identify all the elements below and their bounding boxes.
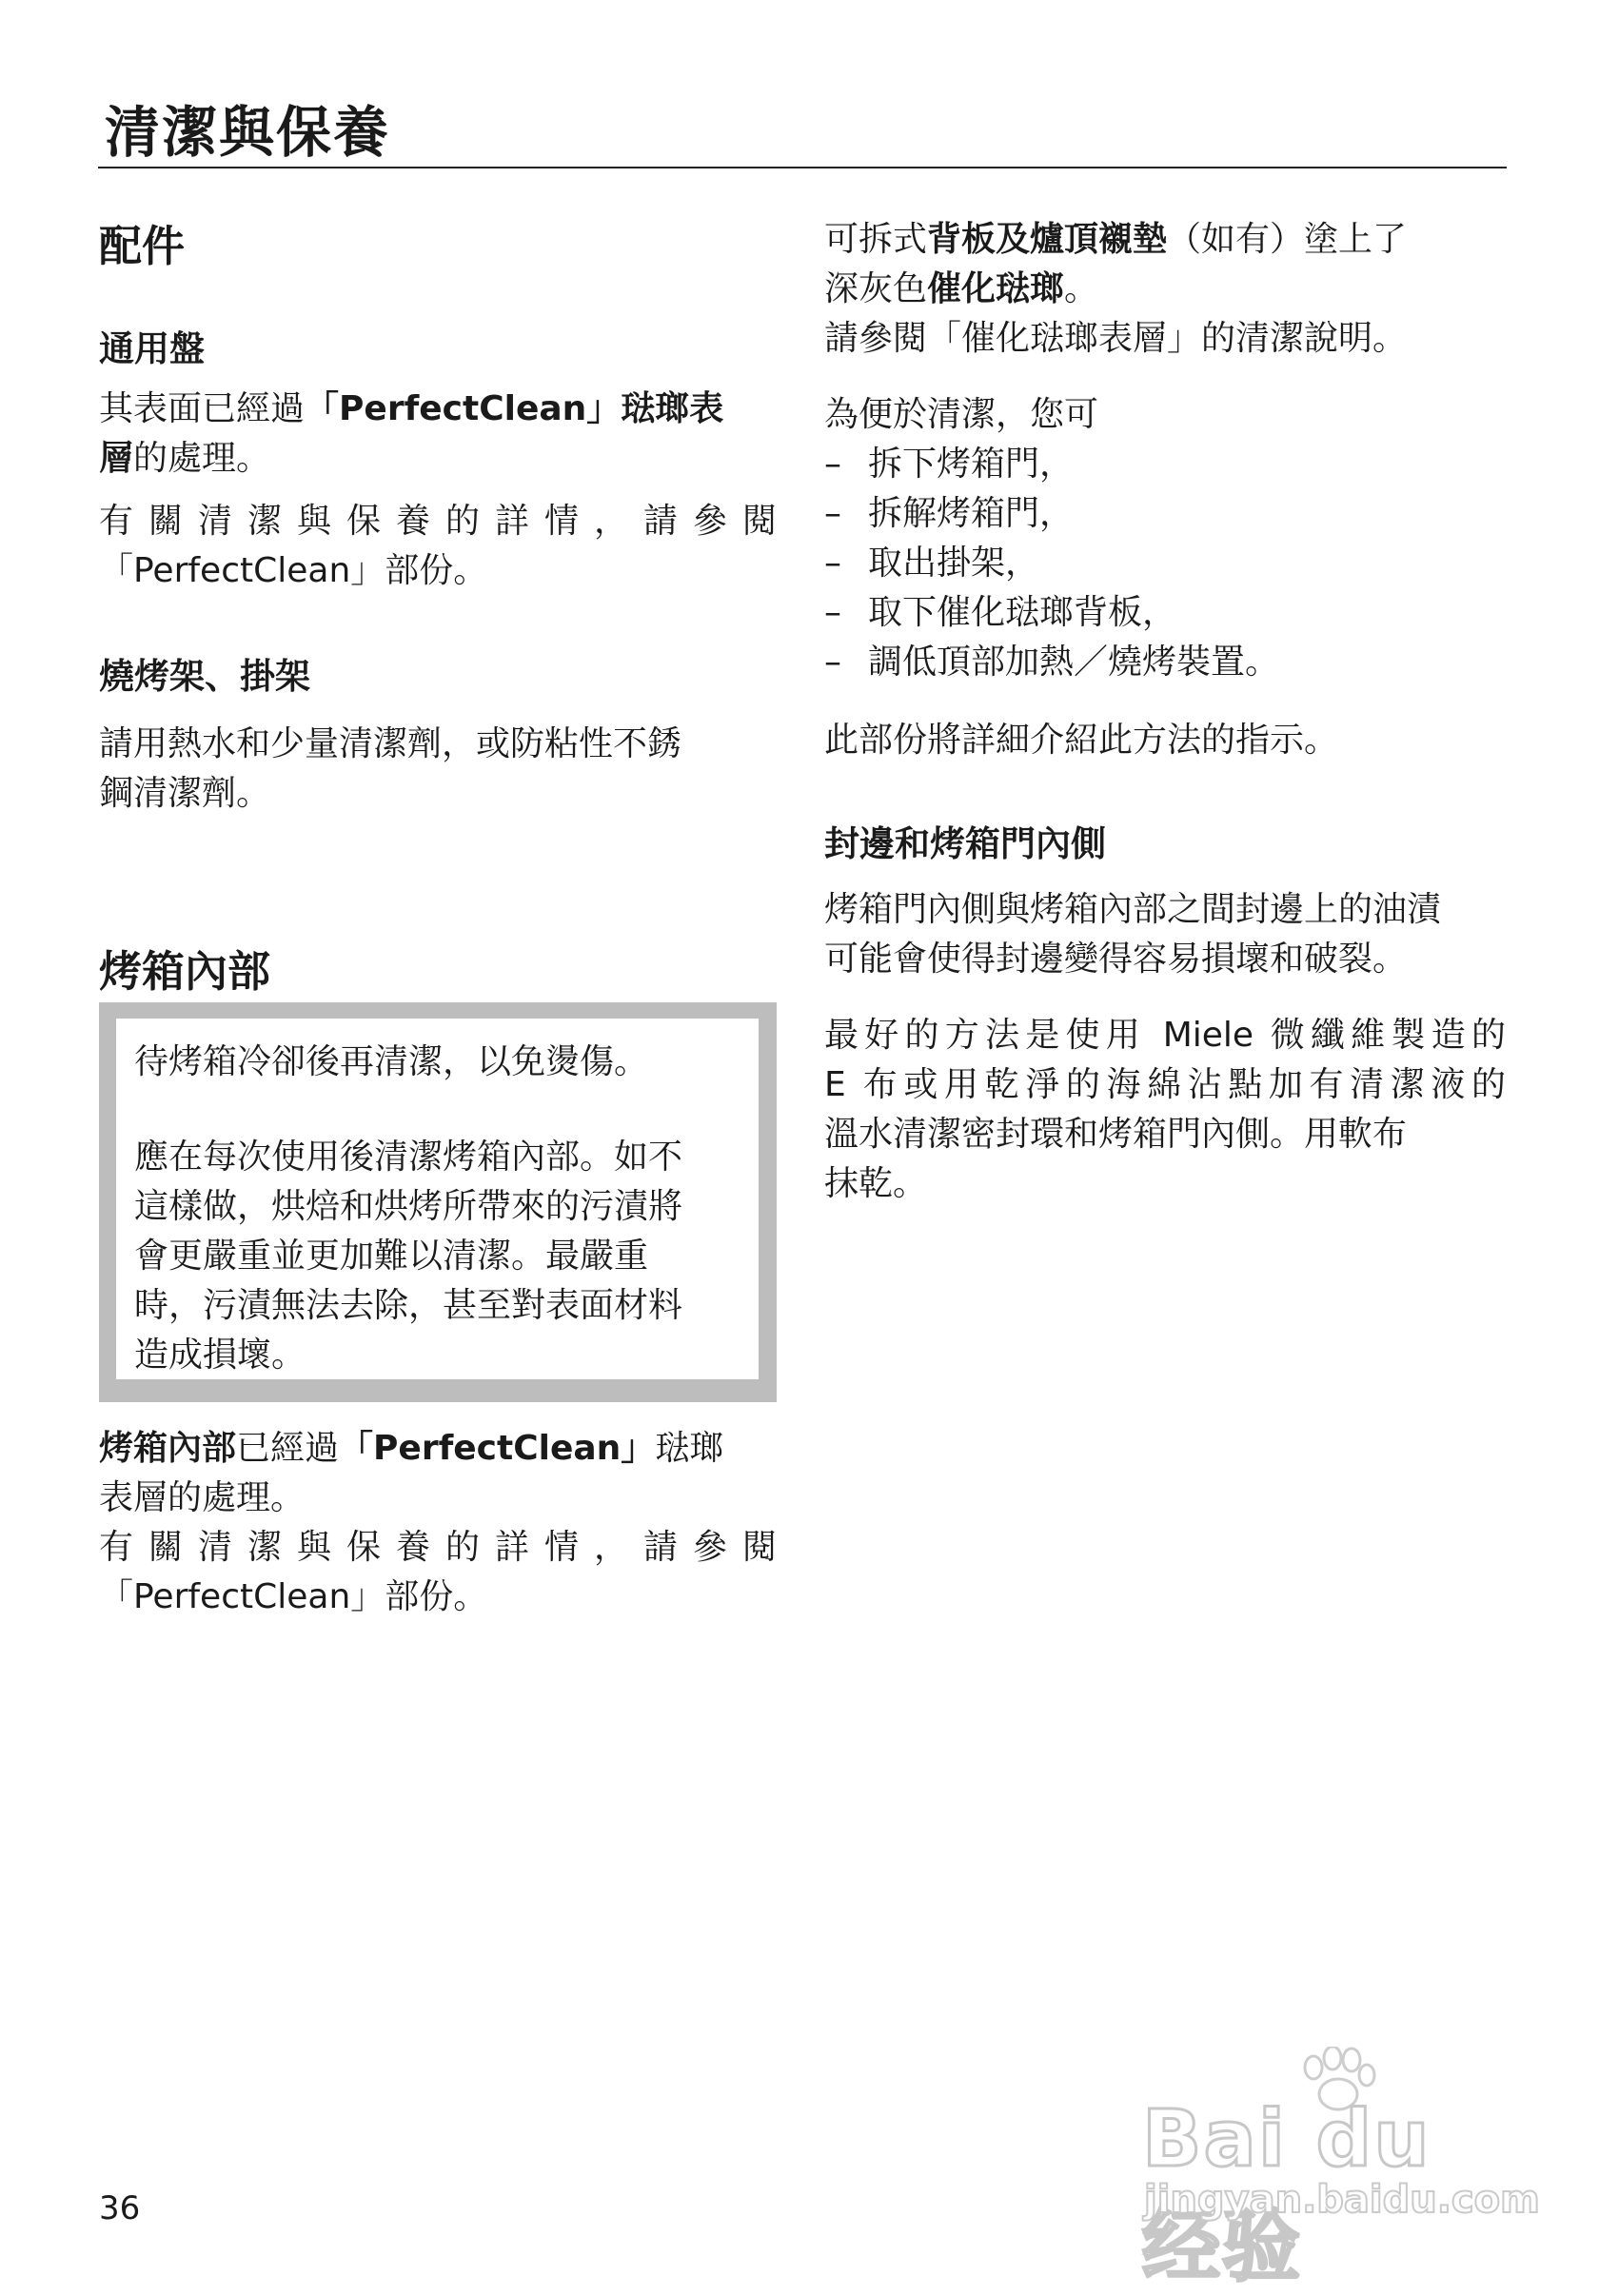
- warning-p2-line-3: 會更嚴重並更加難以清潔。最嚴重: [134, 1237, 649, 1276]
- dash-bullet: –: [824, 544, 841, 583]
- bold-run: 催化琺瑯: [927, 269, 1065, 308]
- universal-tray-paragraph-2-line-2: 「PerfectClean」部份。: [99, 551, 488, 590]
- oven-interior-paragraph-1-line-2: 表層的處理。: [99, 1478, 306, 1517]
- bold-run: 烤箱內部: [99, 1429, 237, 1468]
- universal-tray-paragraph-2-line-1: 有關清潔與保養的詳情，請參閱: [99, 502, 777, 541]
- racks-heading: 燒烤架、掛架: [99, 656, 310, 697]
- oven-interior-paragraph-2-line-1: 有關清潔與保養的詳情，請參閱: [99, 1528, 777, 1567]
- page-number: 36: [99, 2189, 141, 2227]
- list-item: [824, 489, 1074, 539]
- seal-heading: 封邊和烤箱門內側: [824, 823, 1106, 864]
- warning-p2-line-2: 這樣做，烘焙和烘烤所帶來的污漬將: [134, 1187, 683, 1226]
- catalytic-paragraph-line-2: [824, 265, 1098, 314]
- list-item-text: 拆下烤箱門，: [868, 445, 1075, 484]
- catalytic-paragraph-line-3: 請參閱「催化琺瑯表層」的清潔說明。: [824, 319, 1408, 358]
- racks-paragraph-line-2: 鋼清潔劑。: [99, 774, 271, 813]
- ease-intro: 為便於清潔，您可: [824, 395, 1099, 434]
- list-item: [824, 638, 1279, 687]
- dash-bullet: –: [824, 593, 841, 632]
- text-run: 。: [1064, 269, 1099, 308]
- universal-tray-heading: 通用盤: [99, 328, 205, 369]
- baidu-watermark: [1133, 2047, 1540, 2292]
- warning-box-inner: [116, 1019, 759, 1379]
- text-run: 可拆式: [824, 220, 928, 259]
- text-run: 的處理。: [133, 439, 271, 478]
- oven-interior-paragraph-1-line-1: [99, 1424, 723, 1474]
- list-item-text: 取出掛架，: [868, 544, 1040, 583]
- text-run: （如有）塗上了: [1167, 220, 1408, 259]
- seal-paragraph-2-line-4: 抹乾。: [824, 1164, 928, 1203]
- oven-interior-heading: 烤箱內部: [99, 946, 271, 997]
- dash-bullet: –: [824, 643, 841, 682]
- warning-p2-line-5: 造成損壞。: [134, 1336, 306, 1375]
- seal-paragraph-1-line-2: 可能會使得封邊變得容易損壞和破裂。: [824, 940, 1408, 979]
- text-run: 其表面已經過: [99, 389, 306, 428]
- details-note: 此部份將詳細介紹此方法的指示。: [824, 721, 1339, 760]
- oven-interior-paragraph-2-line-2: 「PerfectClean」部份。: [99, 1577, 488, 1616]
- text-run: 已經過: [236, 1429, 340, 1468]
- warning-box: [99, 1002, 777, 1402]
- bold-run: 「PerfectClean」: [339, 1429, 656, 1468]
- seal-paragraph-2-line-3: 溫水清潔密封環和烤箱門內側。用軟布: [824, 1115, 1408, 1154]
- dash-bullet: –: [824, 494, 841, 533]
- accessories-heading: 配件: [99, 221, 186, 271]
- title-divider: [98, 167, 1507, 168]
- seal-paragraph-2-line-2: E 布或用乾淨的海綿沾點加有清潔液的: [824, 1065, 1506, 1104]
- page-title: 清潔與保養: [105, 100, 391, 165]
- bold-run: 層: [99, 439, 134, 478]
- warning-p2-line-4: 時，污漬無法去除，甚至對表面材料: [134, 1286, 683, 1325]
- list-item: [824, 539, 1039, 588]
- dash-bullet: –: [824, 445, 841, 484]
- catalytic-paragraph-line-1: [824, 215, 1407, 265]
- warning-p2-line-1: 應在每次使用後清潔烤箱內部。如不: [134, 1138, 683, 1177]
- seal-paragraph-2-line-1: 最好的方法是使用 Miele 微纖維製造的: [824, 1016, 1506, 1055]
- list-item-text: 取下催化琺瑯背板，: [868, 593, 1177, 632]
- watermark-url: jingyan.baidu.com: [1144, 2178, 1540, 2222]
- text-run: 琺瑯: [655, 1429, 724, 1468]
- text-run: 深灰色: [824, 269, 928, 308]
- seal-paragraph-1-line-1: 烤箱門內側與烤箱內部之間封邊上的油漬: [824, 890, 1442, 929]
- list-item-text: 拆解烤箱門，: [868, 494, 1075, 533]
- list-item-text: 調低頂部加熱／燒烤裝置。: [868, 643, 1280, 682]
- warning-line-1: 待烤箱冷卻後再清潔，以免燙傷。: [134, 1042, 649, 1081]
- bold-run: 背板及爐頂襯墊: [927, 220, 1168, 259]
- bold-run: 「PerfectClean」琺瑯表: [305, 389, 724, 428]
- racks-paragraph-line-1: 請用熱水和少量清潔劑，或防粘性不銹: [99, 724, 682, 763]
- universal-tray-paragraph-1: [99, 385, 723, 484]
- list-item: [824, 440, 1074, 489]
- list-item: [824, 588, 1176, 638]
- watermark-logo: Bai du 经验: [1142, 2094, 1431, 2292]
